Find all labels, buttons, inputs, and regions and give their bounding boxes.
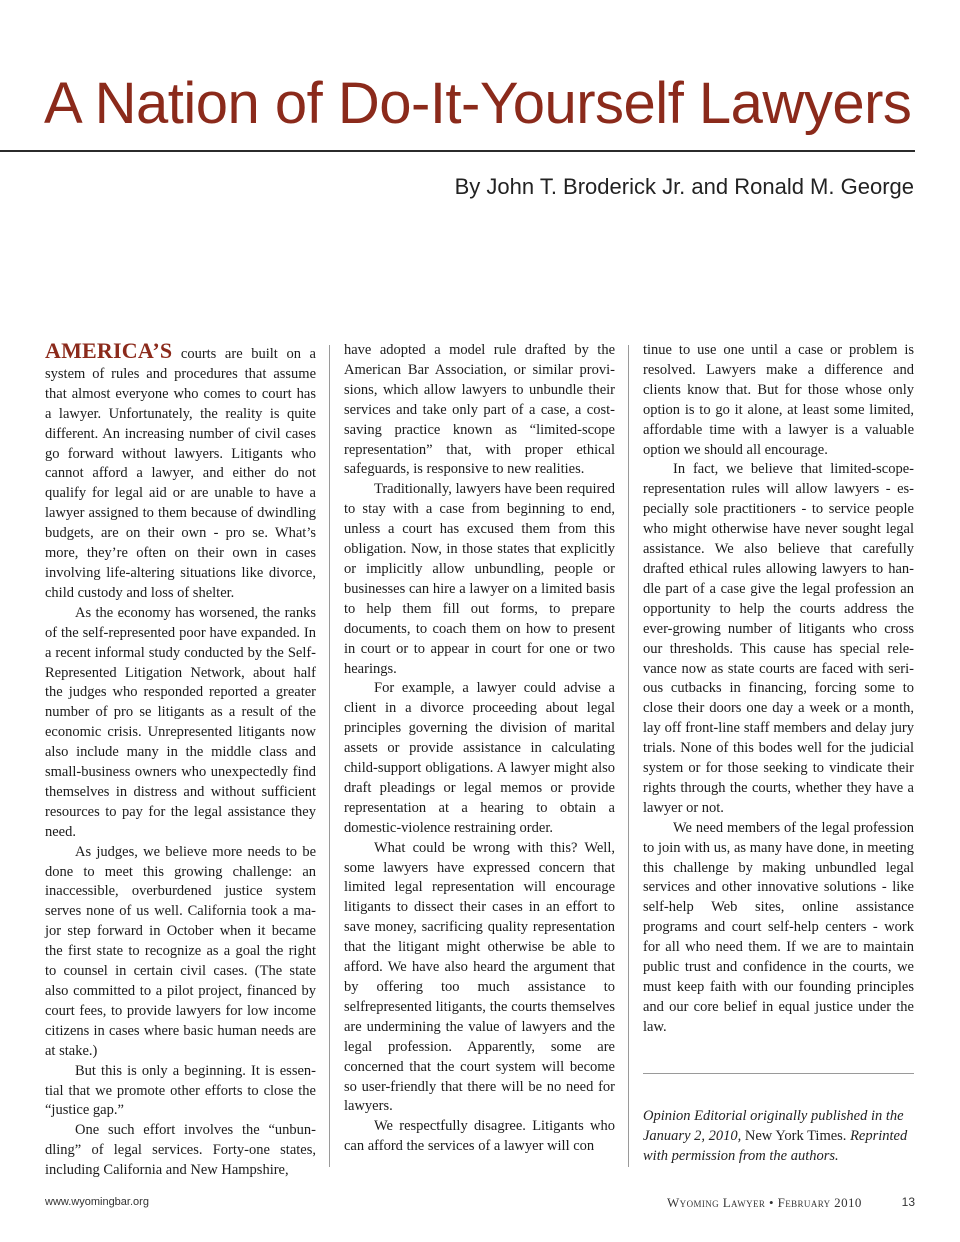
- page-number: 13: [901, 1195, 915, 1209]
- paragraph: For example, a lawyer could advise a client in a divorce proceeding about legal principles governing the division of marital assets or provide assistance in calculating child-support obligations. A lawyer might also draft pleadings or legal memos or provide representation at a hearing to obtain a domestic-violence restraining order.: [344, 680, 615, 836]
- paragraph: We need members of the legal profession to join with us, as many have done, in meeting this challenge by making unbundled legal services and other innovative solutions - like self-help Web sites, online assistance programs and court self-help centers - work for all who need them. If we are to maintain public trust and confidence in the courts, we must keep faith with our founding principles and our core belief in equal justice under the law.: [643, 819, 914, 1035]
- text-column-2: [344, 341, 615, 1157]
- note-divider: [643, 1073, 914, 1074]
- text-column-3: [643, 341, 914, 1038]
- note-text: Reprinted with permission from the authors.: [643, 1128, 908, 1164]
- paragraph: One such effort involves the “unbundling” of legal services. Forty-one states, including California and New Hampshire,: [45, 1122, 316, 1179]
- paragraph: tinue to use one until a case or problem is resolved. Lawyers make a difference and clients know that. But for those whose only option is to go it alone, at least some limited, affordable time with a lawyer is a valuable option we should all encourage.: [643, 342, 914, 458]
- column-divider: [628, 345, 629, 1167]
- column-divider: [329, 345, 330, 1167]
- paragraph: have adopted a model rule drafted by the American Bar Association, or similar provisions, which allow lawyers to unbundle their services and take only part of a case, a cost-saving practice known as “limited-scope representation” that, with proper ethical safeguards, is responsive to new realities.: [344, 342, 615, 478]
- paragraph: Traditionally, lawyers have been required to stay with a case from beginning to end, unless a court has excused them from this obligation. Now, in those states that explicitly or implicitly allow unbundling, people or businesses can hire a lawyer on a limited basis to help them fill out forms, to prepare documents, to coach them on how to present in court or to appear in court for one or two hearings.: [344, 481, 615, 677]
- paragraph: What could be wrong with this? Well, some lawyers have expressed concern that limited legal representation will encourage litigants to dissect their cases in an effort to save money, sacrificing quality representation that the litigant might otherwise be able to afford. We have also heard the argument that by offering too much assistance to selfrepresented litigants, the courts themselves are undermining the value of lawyers and the legal profession. Apparently, some are concerned that the court system will become so user-friendly that there will be no need for lawyers.: [344, 839, 615, 1115]
- title-divider: [0, 150, 915, 152]
- paragraph: In fact, we believe that limited-scope-representation rules will allow lawyers - especially sole practitioners - to service people who might otherwise have never sought legal assistance. We also believe that carefully drafted ethical rules allowing lawyers to handle part of a case give the legal profession an opportunity to help the courts address the ever-growing number of litigants who cross our thresholds. This cause has special relevance now as state courts are faced with serious cutbacks in financing, forcing some to close their doors one day a week or a month, lay off front-line staff members and delay jury trials. None of this bodes well for the judicial system or for those seeking to vindicate their rights through the courts, whether they have a lawyer or not.: [643, 461, 914, 816]
- paragraph: As the economy has worsened, the ranks of the self-represented poor have expanded. In a recent informal study conducted by the Self-Represented Litigation Network, about half the judges who responded reported a greater number of pro se litigants as a result of the economic crisis. Unrepresented litigants now also include many in the middle class and small-business owners who unexpectedly find themselves in distress and without sufficient resources to pay for the legal assistance they need.: [45, 604, 316, 840]
- newspaper-name: New York Times.: [744, 1128, 847, 1144]
- text-column-1: [45, 338, 316, 1181]
- footer-website: www.wyomingbar.org: [45, 1196, 149, 1208]
- paragraph-text: courts are built on a system of rules and procedures that assume that almost everyone who comes to court has a lawyer. Unfortunately, the reality is quite different. An increasing number of civil cases go forward without lawyers. Litigants who cannot afford a lawyer, and either do not qualify for legal aid or are unable to have a lawyer assigned to them because of dwindling budgets, are on their own - pro se. What’s more, they’re often on their own in cases involving life-altering situations like divorce, child custody and loss of shelter.: [45, 346, 316, 601]
- article-title: A Nation of Do-It-Yourself Lawyers: [44, 71, 912, 136]
- publication-note: [643, 1106, 918, 1166]
- footer-publication: Wyoming Lawyer • February 2010: [667, 1195, 862, 1210]
- paragraph: As judges, we believe more needs to be done to meet this growing challenge: an inaccessible, overburdened justice system serves none of us well. California took a major step forward in October when it became the first state to recognize as a goal the right to counsel in certain civil cases. (The state also committed to a pilot project, financed by court fees, to provide lawyers for low income citizens in cases where basic human needs are at stake.): [45, 843, 316, 1059]
- paragraph: But this is only a beginning. It is essential that we promote other efforts to close the “justice gap.”: [45, 1062, 316, 1119]
- paragraph: We respectfully disagree. Litigants who can afford the services of a lawyer will con: [344, 1118, 615, 1155]
- note-text: Opinion Editorial originally published in the January 2, 2010,: [643, 1108, 904, 1144]
- byline: By John T. Broderick Jr. and Ronald M. George: [454, 174, 914, 199]
- paragraph: [45, 338, 316, 604]
- drop-cap-word: AMERICA’S: [45, 338, 173, 363]
